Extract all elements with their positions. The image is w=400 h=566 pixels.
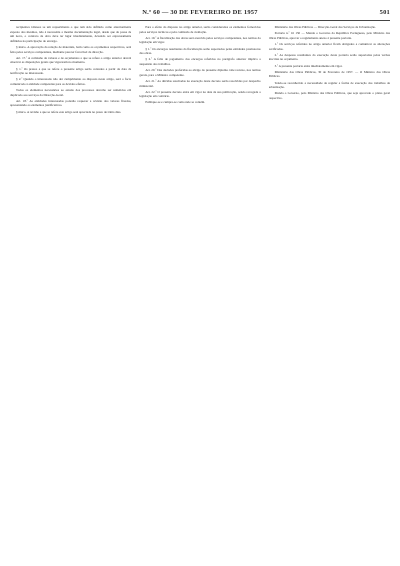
paragraph: Todos os elementos necessários ao estudo dos processos deverão ser remetidos em duplicado aos serviços da Direcção-Geral. xyxy=(10,88,132,97)
paragraph: recipientes idóneos se um requerimento o que tem sido definido como anteriormente exposto dos mesmos, não é necessária a mesma documentação legal, desde que da posse de um novo, o contrato de obra deve ter lugar imediatamente, devendo ser expressamente definidos na participação do encargo. xyxy=(10,25,132,43)
paragraph: Ministério das Obras Públicas, 30 de Fevereiro de 1957. — O Ministro das Obras Públicas. xyxy=(268,69,390,79)
column-2 xyxy=(139,25,260,561)
paragraph: Tendo-se reconhecido a necessidade de regular a forma de execução dos trabalhos de urbanização. xyxy=(268,80,390,90)
paragraph: 3.º A presente portaria entra imediatamente em vigor. xyxy=(274,63,343,68)
paragraph: Art. 17.º A comissão de valores e de orçamentos a que se refere o artigo anterior deverá observar as disposições gerais que vigorarem no momento. xyxy=(10,55,132,65)
paragraph: 2.º As despesas resultantes da execução desta portaria serão suportadas pelas verbas inscritas no orçamento. xyxy=(268,52,390,62)
paragraph: Art. 20.º Das decisões proferidas ao abrigo do presente diploma cabe recurso, nos termos gerais, para o Ministro competente. xyxy=(139,68,261,77)
page-header xyxy=(10,6,390,18)
paragraph: Art. 18.º As entidades interessadas poderão requerer a revisão dos valores fixados, apresentando os elementos justificativos. xyxy=(10,98,132,108)
paragraph: § 1.º Os prazos a que se refere o presente artigo serão contados a partir da data da notificação ao interessado. xyxy=(10,66,132,76)
header-title: N.º 60 — 30 DE FEVEREIRO DE 1957 xyxy=(142,8,258,16)
paragraph: § único. A aprovação da relação de materiais, bem como os orçamentos respectivos, será feita pelos serviços competentes, mediante parecer favorável da direcção. xyxy=(10,44,132,54)
column-3 xyxy=(269,25,390,561)
paragraph: Portaria n.º 16 150 — Manda o Governo da República Portuguesa, pelo Ministro das Obras Públicas, aprovar o regulamento anexo à presente portaria. xyxy=(268,31,390,40)
paragraph: Ministério das Obras Públicas — Direcção-Geral dos Serviços de Urbanização. xyxy=(274,25,376,29)
column-1 xyxy=(10,25,131,561)
paragraph: Publique-se e cumpra-se como nele se contém. xyxy=(145,100,206,105)
paragraph: § 2.º A falta de pagamento dos encargos referidos no parágrafo anterior implica a suspensão dos trabalhos. xyxy=(139,57,261,66)
header-rule xyxy=(10,20,390,21)
text-columns xyxy=(10,25,390,561)
paragraph: 1.º Os serviços referidos no artigo anterior ficam obrigados a comunicar as alterações verificadas. xyxy=(268,41,390,51)
paragraph: Art. 19.º A fiscalização das obras será exercida pelos serviços competentes, nos termos da legislação em vigor. xyxy=(139,35,261,45)
paragraph: Para o efeito do disposto no artigo anterior, serão considerados os elementos fornecidos pelos serviços técnicos e pela comissão de avaliação. xyxy=(139,25,261,34)
paragraph: § 2.º Quando o interessado não der cumprimento ao disposto neste artigo, será o facto comunicado à entidade competente para os devidos efeitos. xyxy=(10,77,132,86)
paragraph: § 1.º Os encargos resultantes da fiscalização serão suportados pelas entidades promotoras das obras. xyxy=(139,46,261,56)
paragraph: § único. A revisão a que se refere este artigo será apreciada no prazo de trinta dias. xyxy=(16,109,122,114)
page-number: 501 xyxy=(379,8,390,16)
paragraph: Art. 21.º As dúvidas suscitadas na execução deste decreto serão resolvidas por despacho ministerial. xyxy=(139,78,261,88)
paragraph: Art. 22.º O presente decreto entra em vigor na data da sua publicação, sendo revogada a legislação em contrário. xyxy=(139,89,261,99)
paragraph: Manda o Governo, pelo Ministro das Obras Públicas, que seja aprovado o plano geral respectivo. xyxy=(268,91,390,100)
